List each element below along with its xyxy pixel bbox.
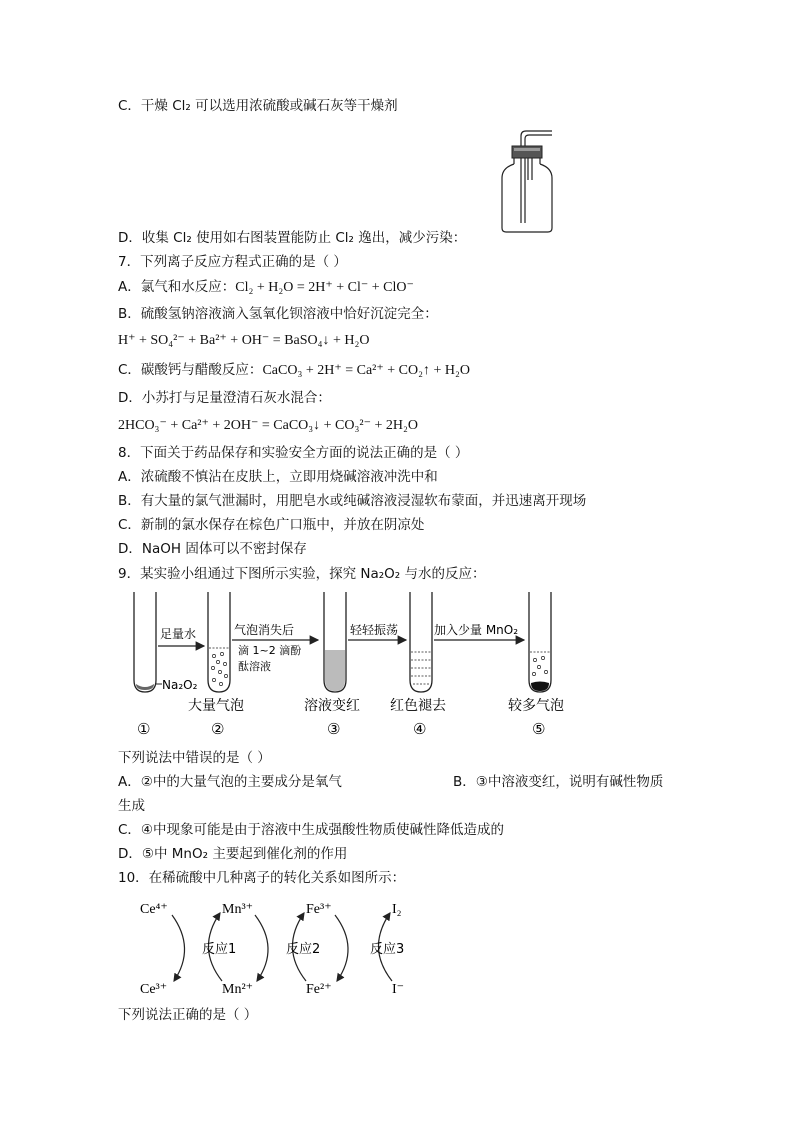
q8-option-c: C．新制的氯水保存在棕色广口瓶中，并放在阴凉处 — [118, 517, 425, 533]
test-tube-4 — [410, 592, 432, 692]
q7-stem: 7．下列离子反应方程式正确的是（ ） — [118, 254, 347, 270]
q6-option-c: C．干燥 Cl₂ 可以选用浓硫酸或碱石灰等干燥剂 — [118, 98, 398, 114]
test-tube-5 — [529, 592, 551, 692]
ion-fe3: Fe³⁺ — [306, 902, 332, 917]
reaction-3-label: 反应3 — [370, 942, 405, 957]
ion-ce4: Ce⁴⁺ — [140, 902, 168, 917]
gas-bottle-figure — [490, 128, 570, 238]
arrow-4-label: 加入少量 MnO₂ — [434, 623, 519, 637]
q7-option-b-equation: H⁺ + SO₄²⁻ + Ba²⁺ + OH⁻ = BaSO₄↓ + H₂O — [118, 333, 370, 348]
ion-mn3: Mn³⁺ — [222, 902, 254, 917]
na2o2-experiment-figure — [118, 588, 598, 738]
tube-number-3: ③ — [327, 720, 341, 738]
arrow-2-label-b: 滴 1~2 滴酚 — [238, 644, 302, 657]
q6-option-d: D．收集 Cl₂ 使用如右图装置能防止 Cl₂ 逸出，减少污染： — [118, 230, 467, 246]
q7-option-b-label: B．硫酸氢钠溶液滴入氢氧化钡溶液中恰好沉淀完全： — [118, 306, 438, 322]
q9-option-a: A．②中的大量气泡的主要成分是氧气 — [118, 774, 342, 790]
reaction-1-label: 反应1 — [202, 942, 237, 957]
q7-option-a: A．氯气和水反应：Cl₂ + H₂O = 2H⁺ + Cl⁻ + ClO⁻ — [118, 279, 414, 295]
q9-option-b-continued: 生成 — [118, 798, 145, 814]
tube-number-5: ⑤ — [532, 720, 546, 738]
q7-option-d-label: D．小苏打与足量澄清石灰水混合： — [118, 390, 331, 406]
reagent-label: Na₂O₂ — [162, 678, 198, 692]
arrow-1-label: 足量水 — [160, 627, 197, 641]
tube-number-2: ② — [211, 720, 225, 738]
observation-4: 红色褪去 — [390, 698, 446, 714]
q10-prompt: 下列说法正确的是（ ） — [118, 1007, 258, 1023]
ion-fe2: Fe²⁺ — [306, 982, 332, 997]
q8-option-a: A．浓硫酸不慎沾在皮肤上，立即用烧碱溶液冲洗中和 — [118, 469, 438, 485]
q9-stem: 9．某实验小组通过下图所示实验，探究 Na₂O₂ 与水的反应： — [118, 566, 486, 582]
q7-option-d-equation: 2HCO₃⁻ + Ca²⁺ + 2OH⁻ = CaCO₃↓ + CO₃²⁻ + 2H₂O — [118, 418, 418, 433]
q9-option-d: D．⑤中 MnO₂ 主要起到催化剂的作用 — [118, 846, 348, 862]
ion-conversion-figure — [130, 893, 430, 1003]
q9-prompt: 下列说法中错误的是（ ） — [118, 750, 271, 766]
q10-stem: 10．在稀硫酸中几种离子的转化关系如图所示： — [118, 870, 406, 886]
reaction-2-label: 反应2 — [286, 942, 321, 957]
q7-option-c: C．碳酸钙与醋酸反应：CaCO₃ + 2H⁺ = Ca²⁺ + CO₂↑ + H₂O — [118, 362, 470, 378]
ion-i2: I₂ — [392, 902, 402, 917]
ion-mn2: Mn²⁺ — [222, 982, 254, 997]
q8-option-d: D．NaOH 固体可以不密封保存 — [118, 541, 307, 557]
observation-5: 较多气泡 — [508, 698, 564, 714]
q8-option-b: B．有大量的氯气泄漏时，用肥皂水或纯碱溶液浸湿软布蒙面，并迅速离开现场 — [118, 493, 587, 509]
arrow-2-label-a: 气泡消失后 — [234, 623, 295, 637]
q9-option-b: B．③中溶液变红，说明有碱性物质 — [453, 774, 664, 790]
tube-number-1: ① — [137, 720, 151, 738]
test-tube-2 — [208, 592, 230, 692]
observation-3: 溶液变红 — [304, 698, 360, 714]
q9-option-c: C．④中现象可能是由于溶液中生成强酸性物质使碱性降低造成的 — [118, 822, 505, 838]
ion-iminus: I⁻ — [392, 982, 405, 997]
test-tube-3 — [324, 592, 346, 692]
arrow-3-label: 轻轻振荡 — [350, 623, 399, 637]
q8-stem: 8．下面关于药品保存和实验安全方面的说法正确的是（ ） — [118, 445, 469, 461]
tube-number-4: ④ — [413, 720, 427, 738]
ion-ce3: Ce³⁺ — [140, 982, 168, 997]
arrow-2-label-c: 酞溶液 — [238, 660, 271, 673]
test-tube-1 — [134, 592, 162, 692]
observation-2: 大量气泡 — [188, 698, 244, 714]
